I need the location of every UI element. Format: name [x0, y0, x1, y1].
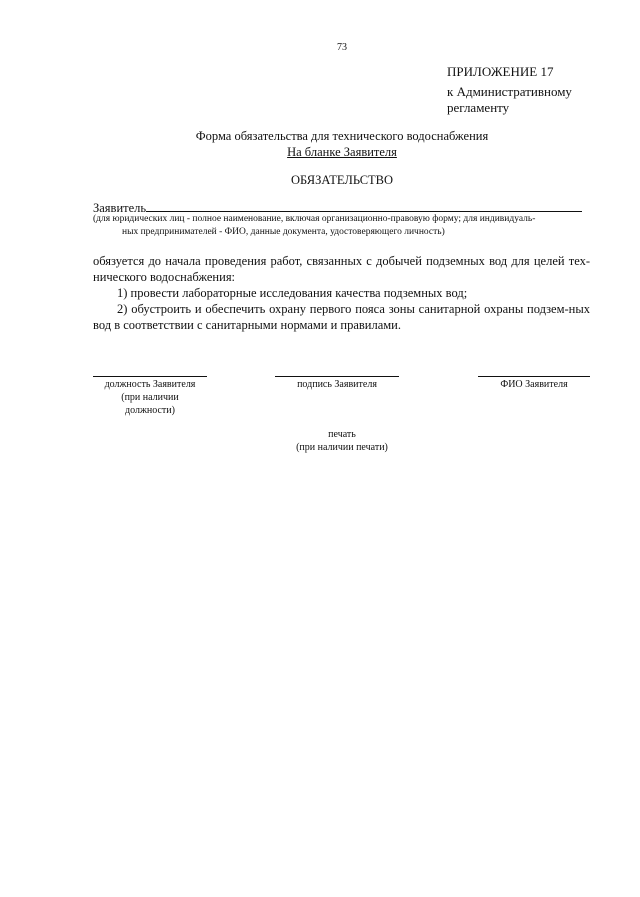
position-blank-line — [93, 376, 207, 377]
form-title — [0, 128, 640, 160]
applicant-note-line2: ных предпринимателей - ФИО, данные документа, удостоверяющего личность) — [122, 227, 445, 237]
signature-sign-block — [275, 376, 399, 391]
seal-label: печать — [328, 429, 356, 440]
applicant-note — [93, 213, 590, 239]
name-blank-line — [478, 376, 590, 377]
obligation-intro: обязуется до начала проведения работ, связанных с добычей подземных вод для целей тех-нического водоснабжения: — [93, 254, 590, 284]
seal-block — [0, 428, 640, 454]
name-label: ФИО Заявителя — [500, 379, 568, 390]
position-note2: должности) — [125, 405, 175, 416]
appendix-reference-line1: к Административному — [447, 84, 572, 99]
signature-position-block — [93, 376, 207, 417]
applicant-blank-line — [146, 200, 582, 212]
applicant-label: Заявитель — [93, 201, 147, 215]
obligation-item-2: 2) обустроить и обеспечить охрану первого пояса зоны санитарной охраны подзем-ных вод в соответствии с санитарными нормами и правилами. — [93, 302, 590, 332]
page-number: 73 — [337, 42, 347, 53]
appendix-title: ПРИЛОЖЕНИЕ 17 — [447, 64, 554, 79]
form-title-line1: Форма обязательства для технического водоснабжения — [195, 129, 489, 143]
document-heading: ОБЯЗАТЕЛЬСТВО — [290, 173, 394, 187]
signature-blank-line — [275, 376, 399, 377]
appendix-block — [447, 64, 572, 116]
position-note1: (при наличии — [121, 392, 179, 403]
obligation-item-1: 1) провести лабораторные исследования качества подземных вод; — [117, 286, 468, 300]
appendix-reference-line2: регламенту — [447, 100, 510, 115]
form-title-line2: На бланке Заявителя — [287, 145, 397, 159]
signature-label: подпись Заявителя — [297, 379, 377, 390]
position-label: должность Заявителя — [104, 379, 196, 390]
seal-note: (при наличии печати) — [296, 442, 388, 453]
applicant-note-line1: (для юридических лиц - полное наименование, включая организационно-правовую форму; для индивидуаль- — [93, 214, 536, 224]
signature-name-block — [478, 376, 590, 391]
obligation-body — [93, 253, 590, 333]
